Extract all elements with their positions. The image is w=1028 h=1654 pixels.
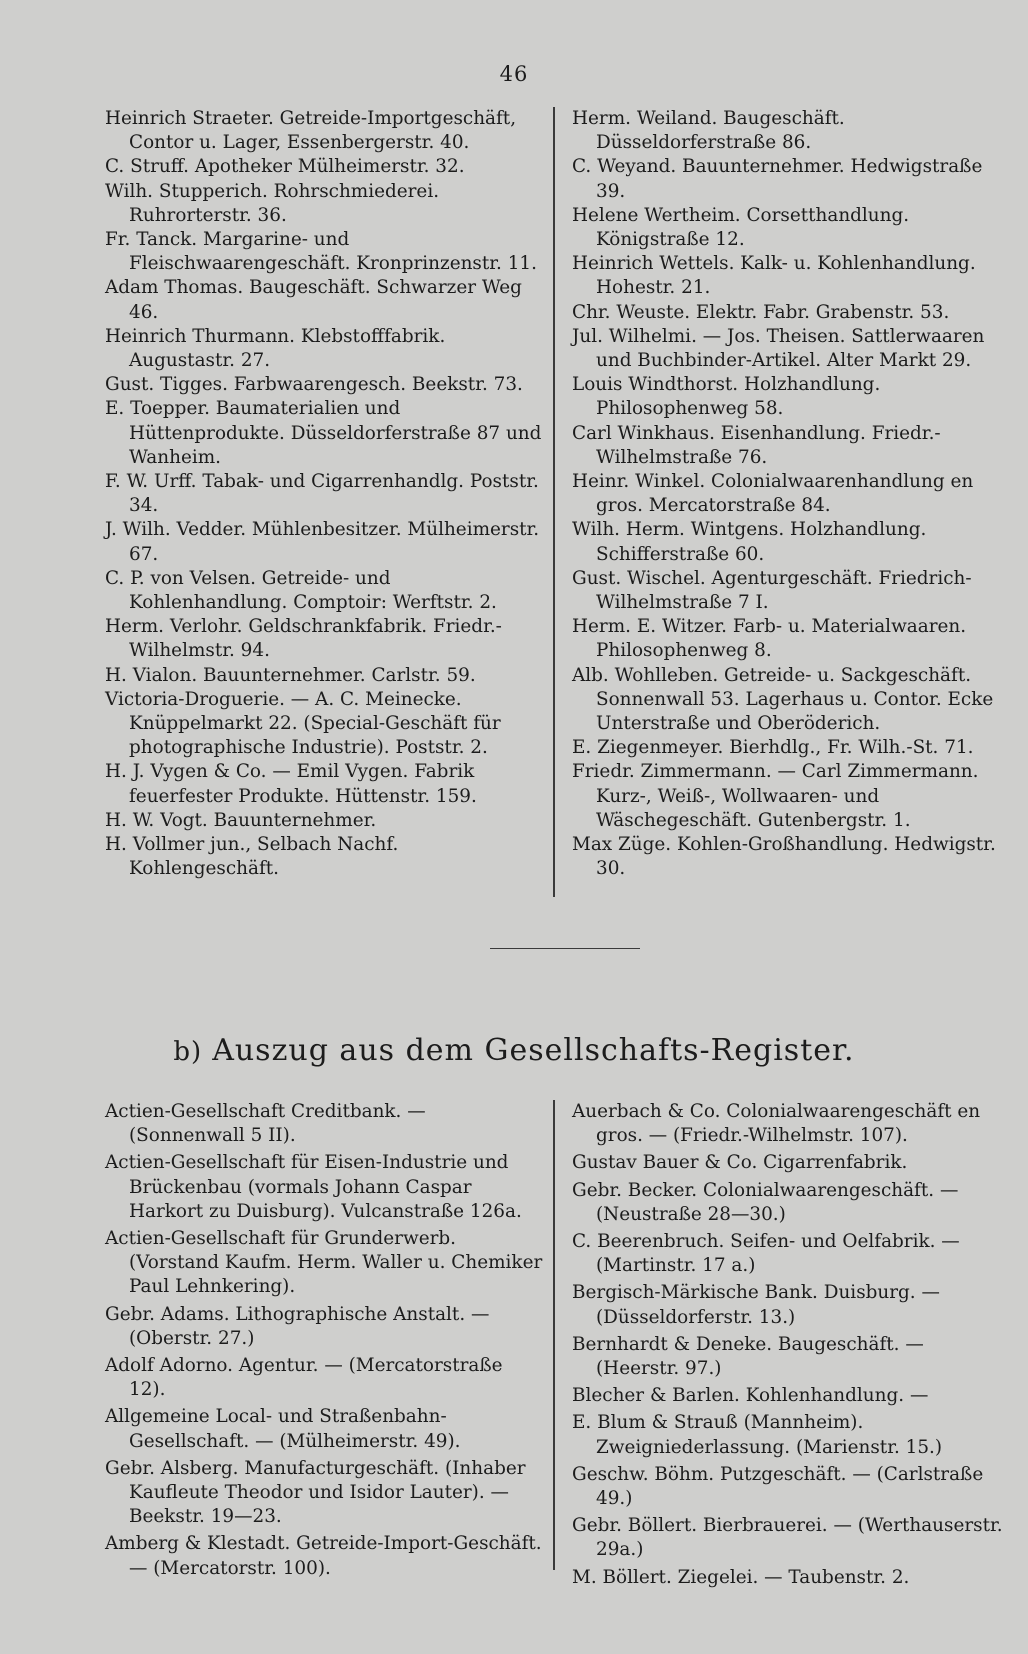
directory-entry: Amberg & Klestadt. Getreide-Import-Geschäft. — (Mercatorstr. 100). bbox=[105, 1533, 542, 1579]
top-left-column bbox=[105, 107, 543, 882]
directory-entry: H. W. Vogt. Bauunternehmer. bbox=[105, 809, 377, 831]
directory-entry: Louis Windthorst. Holzhandlung. Philosophenweg 58. bbox=[572, 374, 881, 420]
directory-entry: Adolf Adorno. Agentur. — (Mercatorstraße 12). bbox=[105, 1355, 503, 1401]
directory-entry: E. Ziegenmeyer. Bierhdlg., Fr. Wilh.-St. 71. bbox=[572, 737, 974, 759]
directory-entry: Alb. Wohlleben. Getreide- u. Sackgeschäft. Sonnenwall 53. Lagerhaus u. Contor. Ecke Unterstraße und Oberöderich. bbox=[572, 664, 994, 735]
section-heading bbox=[0, 1033, 1028, 1068]
directory-entry: Bergisch-Märkische Bank. Duisburg. — (Düsseldorferstr. 13.) bbox=[572, 1282, 940, 1328]
directory-entry: Carl Winkhaus. Eisenhandlung. Friedr.-Wilhelmstraße 76. bbox=[572, 422, 941, 468]
directory-entry: Heinrich Straeter. Getreide-Importgeschäft, Contor u. Lager, Essenbergerstr. 40. bbox=[105, 108, 517, 154]
section-title: Auszug aus dem Gesellschafts-Register. bbox=[212, 1033, 855, 1068]
directory-entry: Gust. Tigges. Farbwaarengesch. Beekstr. 73. bbox=[105, 374, 523, 396]
directory-entry: Actien-Gesellschaft Creditbank. — (Sonnenwall 5 II). bbox=[105, 1101, 426, 1147]
directory-entry: Geschw. Böhm. Putzgeschäft. — (Carlstraße 49.) bbox=[572, 1463, 984, 1510]
directory-entry: Gebr. Becker. Colonialwaarengeschäft. — (Neustraße 28—30.) bbox=[572, 1179, 959, 1225]
directory-entry: Adam Thomas. Baugeschäft. Schwarzer Weg 46. bbox=[105, 277, 522, 323]
top-right-column bbox=[572, 107, 1010, 882]
directory-entry: Jul. Wilhelmi. — Jos. Theisen. Sattlerwaaren und Buchbinder-Artikel. Alter Markt 29. bbox=[572, 325, 985, 372]
directory-entry: C. Struff. Apotheker Mülheimerstr. 32. bbox=[105, 156, 465, 178]
directory-entry: Auerbach & Co. Colonialwaarengeschäft en gros. — (Friedr.-Wilhelmstr. 107). bbox=[572, 1101, 981, 1147]
directory-entry: Allgemeine Local- und Straßenbahn-Gesellschaft. — (Mülheimerstr. 49). bbox=[105, 1406, 461, 1452]
directory-entry: Victoria-Droguerie. — A. C. Meinecke. Knüppelmarkt 22. (Special-Geschäft für photographische Industrie). Poststr. 2. bbox=[105, 688, 501, 759]
directory-entry: Wilh. Stupperich. Rohrschmiederei. Ruhrorterstr. 36. bbox=[105, 180, 440, 226]
directory-entry: Wilh. Herm. Wintgens. Holzhandlung. Schifferstraße 60. bbox=[572, 519, 927, 565]
directory-entry: Fr. Tanck. Margarine- und Fleischwaarengeschäft. Kronprinzenstr. 11. bbox=[105, 229, 537, 275]
directory-entry: Herm. Weiland. Baugeschäft. Düsseldorferstraße 86. bbox=[572, 108, 845, 154]
bottom-left-column bbox=[105, 1100, 543, 1584]
bottom-right-column bbox=[572, 1100, 1010, 1593]
directory-entry: Gebr. Böllert. Bierbrauerei. — (Werthauserstr. 29a.) bbox=[572, 1515, 1003, 1561]
directory-entry: E. Toepper. Baumaterialien und Hüttenprodukte. Düsseldorferstraße 87 und Wanheim. bbox=[105, 398, 542, 468]
directory-entry: Actien-Gesellschaft für Eisen-Industrie und Brückenbau (vormals Johann Caspar Harkort zu Duisburg). Vulcanstraße 126a. bbox=[105, 1152, 522, 1222]
directory-entry: H. Vollmer jun., Selbach Nachf. Kohlengeschäft. bbox=[105, 834, 399, 880]
directory-entry: Gustav Bauer & Co. Cigarrenfabrik. bbox=[572, 1152, 908, 1174]
directory-entry: Actien-Gesellschaft für Grunderwerb. (Vorstand Kaufm. Herm. Waller u. Chemiker Paul Lehnkering). bbox=[105, 1228, 543, 1298]
section-prefix: b) bbox=[173, 1037, 203, 1067]
directory-entry: H. J. Vygen & Co. — Emil Vygen. Fabrik feuerfester Produkte. Hüttenstr. 159. bbox=[105, 761, 477, 807]
directory-entry: Chr. Weuste. Elektr. Fabr. Grabenstr. 53. bbox=[572, 301, 950, 323]
directory-entry: Blecher & Barlen. Kohlenhandlung. — bbox=[572, 1385, 929, 1407]
directory-entry: Friedr. Zimmermann. — Carl Zimmermann. Kurz-, Weiß-, Wollwaaren- und Wäschegeschäft. Gutenbergstr. 1. bbox=[572, 761, 979, 831]
directory-entry: Herm. Verlohr. Geldschrankfabrik. Friedr.-Wilhelmstr. 94. bbox=[105, 616, 502, 662]
directory-entry: Bernhardt & Deneke. Baugeschäft. — (Heerstr. 97.) bbox=[572, 1333, 924, 1380]
directory-entry: F. W. Urff. Tabak- und Cigarrenhandlg. Poststr. 34. bbox=[105, 471, 539, 517]
directory-entry: C. Weyand. Bauunternehmer. Hedwigstraße 39. bbox=[572, 156, 983, 202]
directory-entry: E. Blum & Strauß (Mannheim). Zweigniederlassung. (Marienstr. 15.) bbox=[572, 1412, 943, 1458]
directory-entry: Max Züge. Kohlen-Großhandlung. Hedwigstr. 30. bbox=[572, 834, 996, 880]
directory-entry: C. P. von Velsen. Getreide- und Kohlenhandlung. Comptoir: Werftstr. 2. bbox=[105, 567, 497, 614]
directory-entry: Heinrich Thurmann. Klebstofffabrik. Augustastr. 27. bbox=[105, 325, 446, 372]
directory-entry: Gust. Wischel. Agenturgeschäft. Friedrich-Wilhelmstraße 7 I. bbox=[572, 567, 972, 614]
directory-entry: Gebr. Alsberg. Manufacturgeschäft. (Inhaber Kaufleute Theodor und Isidor Lauter). — Beekstr. 19—23. bbox=[105, 1457, 526, 1528]
directory-entry: Heinrich Wettels. Kalk- u. Kohlenhandlung. Hohestr. 21. bbox=[572, 253, 976, 299]
column-divider bbox=[553, 107, 555, 897]
directory-entry: C. Beerenbruch. Seifen- und Oelfabrik. — (Martinstr. 17 a.) bbox=[572, 1231, 960, 1277]
directory-entry: Gebr. Adams. Lithographische Anstalt. — (Oberstr. 27.) bbox=[105, 1303, 490, 1349]
directory-entry: M. Böllert. Ziegelei. — Taubenstr. 2. bbox=[572, 1566, 910, 1588]
directory-entry: H. Vialon. Bauunternehmer. Carlstr. 59. bbox=[105, 664, 476, 686]
directory-entry: Heinr. Winkel. Colonialwaarenhandlung en gros. Mercatorstraße 84. bbox=[572, 471, 974, 517]
directory-entry: J. Wilh. Vedder. Mühlenbesitzer. Mülheimerstr. 67. bbox=[105, 519, 540, 565]
section-rule bbox=[490, 948, 640, 949]
directory-entry: Helene Wertheim. Corsetthandlung. Königstraße 12. bbox=[572, 204, 910, 251]
directory-entry: Herm. E. Witzer. Farb- u. Materialwaaren. Philosophenweg 8. bbox=[572, 616, 967, 662]
page-number: 46 bbox=[499, 62, 529, 86]
column-divider bbox=[553, 1100, 555, 1570]
